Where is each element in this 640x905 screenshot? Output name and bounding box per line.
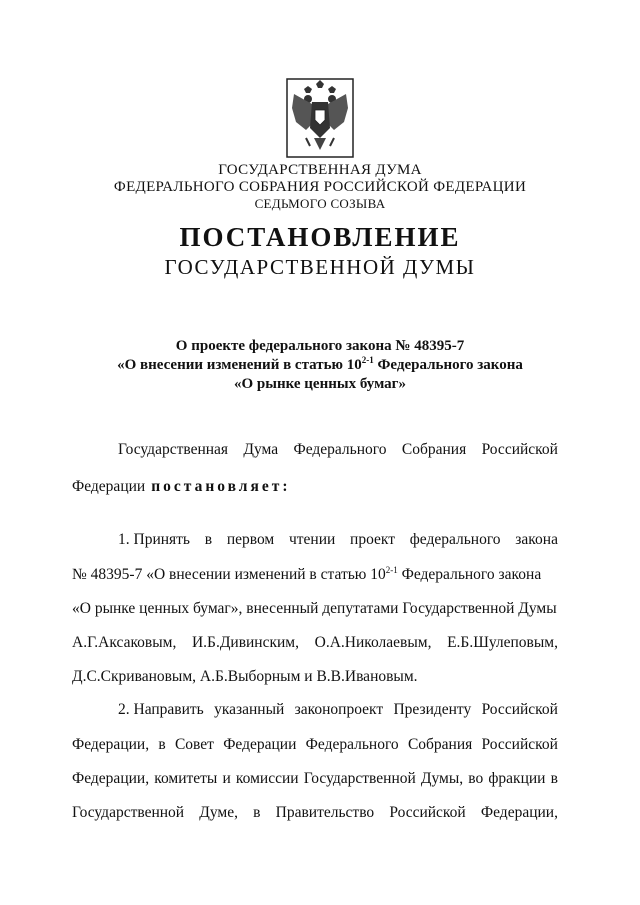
coat-of-arms-emblem	[286, 78, 354, 158]
text-word: Федерации	[223, 736, 297, 753]
text-word: Российской	[481, 441, 558, 458]
text-word: Правительство	[275, 804, 375, 821]
subject-line2	[0, 357, 640, 374]
p1-line5: Д.С.Скривановым, А.Б.Выборным и В.В.Ивановым.	[72, 668, 418, 685]
text-word: в	[204, 531, 213, 548]
p1-line3: «О рынке ценных бумаг», внесенный депутатами Государственной Думы	[72, 600, 557, 617]
text-word: Е.Б.Шулеповым,	[447, 634, 558, 651]
subject-line1: О проекте федерального закона № 48395-7	[175, 338, 465, 354]
intro-line2	[72, 478, 558, 496]
text-word: Федерального закона	[397, 566, 542, 583]
text-word: Государственная	[118, 441, 229, 458]
text-word: Дума	[243, 441, 279, 458]
text-word: Федерации	[72, 478, 146, 495]
text-word: Совет	[174, 736, 214, 753]
text-word: Государственной	[72, 804, 185, 821]
p2-line1	[118, 701, 558, 719]
text-word: 1. Принять	[118, 531, 191, 548]
text-word: Федерации,	[72, 770, 150, 787]
text-word: Федерации,	[480, 804, 558, 821]
text-word: постановляет:	[151, 478, 291, 495]
text-word: закона	[515, 531, 558, 548]
p2-line4	[72, 804, 558, 822]
text-word: и	[222, 770, 231, 787]
text-word: Думе,	[199, 804, 238, 821]
text-word: Государственной	[303, 770, 416, 787]
text-word: 2-1	[361, 355, 374, 365]
p2-line3	[72, 770, 558, 788]
text-word: Российской	[481, 736, 558, 753]
text-word: Российской	[389, 804, 466, 821]
text-word: в	[550, 770, 558, 787]
text-word: «О внесении изменений в статью 10	[117, 357, 362, 373]
convocation: СЕДЬМОГО СОЗЫВА	[254, 196, 386, 211]
text-word: комитеты	[154, 770, 218, 787]
text-word: чтении	[288, 531, 336, 548]
text-word: Федерального закона	[373, 357, 523, 373]
text-word: А.Г.Аксаковым,	[72, 634, 177, 651]
text-word: комиссии	[235, 770, 299, 787]
text-word: 2-1	[385, 565, 398, 575]
p1-line4	[72, 634, 558, 652]
text-word: законопроект	[294, 701, 384, 718]
text-word: первом	[226, 531, 275, 548]
text-word: федерального	[409, 531, 501, 548]
text-word: И.Б.Дивинским,	[191, 634, 299, 651]
p1-line1	[118, 531, 558, 549]
text-word: Президенту	[393, 701, 472, 718]
text-word: Федерального	[305, 736, 399, 753]
document-type: ПОСТАНОВЛЕНИЕ	[179, 222, 461, 252]
text-word: проект	[350, 531, 395, 548]
text-word: Федерации,	[72, 736, 150, 753]
text-word: Собрания	[401, 441, 467, 458]
subject-line3: «О рынке ценных бумаг»	[234, 376, 406, 392]
text-word: № 48395-7 «О внесении изменений в статью 10	[72, 566, 386, 583]
org-name-line1: ГОСУДАРСТВЕННАЯ ДУМА	[218, 162, 422, 178]
text-word: 2. Направить	[118, 701, 204, 718]
text-word: в	[158, 736, 166, 753]
p1-line2	[72, 566, 558, 584]
org-name-line2: ФЕДЕРАЛЬНОГО СОБРАНИЯ РОССИЙСКОЙ ФЕДЕРАЦИИ	[113, 179, 527, 195]
text-word: Собрания	[407, 736, 473, 753]
text-word: Федерального	[293, 441, 387, 458]
text-word: в	[253, 804, 261, 821]
text-word: во	[468, 770, 484, 787]
text-word: фракции	[488, 770, 546, 787]
intro-line1	[118, 441, 558, 459]
text-word: Российской	[481, 701, 558, 718]
text-word: О.А.Николаевым,	[314, 634, 432, 651]
text-word: Думы,	[420, 770, 464, 787]
p2-line2	[72, 736, 558, 754]
document-issuer: ГОСУДАРСТВЕННОЙ ДУМЫ	[164, 255, 476, 279]
text-word: указанный	[214, 701, 285, 718]
